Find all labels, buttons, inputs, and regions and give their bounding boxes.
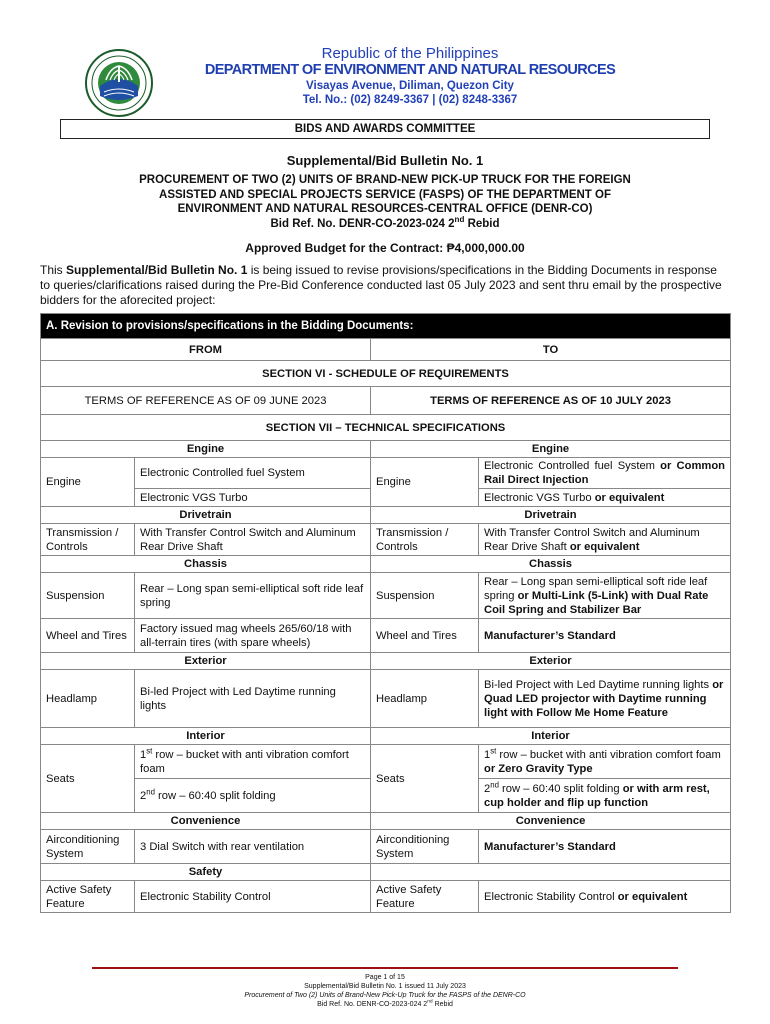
group-exterior: Exterior Exterior xyxy=(41,653,731,670)
revision-table xyxy=(40,313,731,913)
section-a-header: A. Revision to provisions/specifications in the Bidding Documents: xyxy=(41,314,731,339)
table-row: Headlamp Bi-led Project with Led Daytime running lights Headlamp Bi-led Project with Led Daytime running lights or Quad LED projector with Daytime running light with Follow Me Home Feature xyxy=(41,670,731,728)
procurement-title: PROCUREMENT OF TWO (2) UNITS OF BRAND-NEW PICK-UP TRUCK FOR THE FOREIGN ASSISTED AND SPECIAL PROJECTS SERVICE (FASPS) OF THE DEPARTMENT OF ENVIRONMENT AND NATURAL RESOURCES-CENTRAL OFFICE (DENR-CO) Bid Ref. No. DENR-CO-2023-024 2nd Rebid xyxy=(40,173,730,231)
table-row: Seats 1st row – bucket with anti vibration comfort foam Seats 1st row – bucket with anti vibration comfort foam or Zero Gravity Type xyxy=(41,745,731,779)
from-to-header xyxy=(41,339,731,361)
engine-label-to: Engine xyxy=(371,458,479,507)
section-vii-row: SECTION VII – TECHNICAL SPECIFICATIONS xyxy=(41,415,731,441)
bid-reference: Bid Ref. No. DENR-CO-2023-024 2nd Rebid xyxy=(270,214,500,230)
letterhead xyxy=(0,0,770,110)
approved-budget: Approved Budget for the Contract: ₱4,000,000.00 xyxy=(245,241,525,255)
group-interior: Interior Interior xyxy=(41,728,731,745)
title-block xyxy=(40,152,730,255)
telephone-line: Tel. No.: (02) 8249-3367 | (02) 8248-3367 xyxy=(302,94,518,106)
tor-from: TERMS OF REFERENCE AS OF 09 JUNE 2023 xyxy=(41,387,371,415)
table-row: Wheel and Tires Factory issued mag wheels 265/60/18 with all-terrain tires (with spare wheels) Wheel and Tires Manufacturer’s Standard xyxy=(41,619,731,653)
republic-line: Republic of the Philippines xyxy=(321,45,499,62)
page-footer xyxy=(0,964,770,1009)
tor-to: TERMS OF REFERENCE AS OF 10 JULY 2023 xyxy=(371,387,731,415)
group-drivetrain: Drivetrain Drivetrain xyxy=(41,507,731,524)
group-convenience: Convenience Convenience xyxy=(41,813,731,830)
address-line: Visayas Avenue, Diliman, Quezon City xyxy=(306,80,514,92)
footer-ref: Bid Ref. No. DENR-CO-2023-024 2nd Rebid xyxy=(317,999,453,1008)
table-row: 2nd row – 60:40 split folding 2nd row – 60:40 split folding or with arm rest, cup holder and flip up function xyxy=(41,779,731,813)
table-row: Suspension Rear – Long span semi-elliptical soft ride leaf spring Suspension Rear – Long span semi-elliptical soft ride leaf spring or Multi-Link (5-Link) with Dual Rate Coil Spring and Stabilizer Bar xyxy=(41,573,731,619)
table-row: Active Safety Feature Electronic Stability Control Active Safety Feature Electronic Stability Control or equivalent xyxy=(41,881,731,913)
intro-paragraph: This Supplemental/Bid Bulletin No. 1 is being issued to revise provisions/specifications in the Bidding Documents in response to queries/clarifications raised during the Pre-Bid Conference conducted last 05 July 2023 and sent thru email by the prospective bidders for the aforecited project: xyxy=(40,263,722,307)
committee-box: BIDS AND AWARDS COMMITTEE xyxy=(60,119,710,139)
from-header: FROM xyxy=(41,339,371,361)
table-row: Transmission / Controls With Transfer Control Switch and Aluminum Rear Drive Shaft Transmission / Controls With Transfer Control Switch and Aluminum Rear Drive Shaft or equivalent xyxy=(41,524,731,556)
group-engine: Engine Engine xyxy=(41,441,731,458)
footer-issued: Supplemental/Bid Bulletin No. 1 issued 11 July 2023 xyxy=(304,983,466,990)
group-chassis: Chassis Chassis xyxy=(41,556,731,573)
page-number: Page 1 of 15 xyxy=(365,974,405,981)
section-vi-row: SECTION VI - SCHEDULE OF REQUIREMENTS xyxy=(41,361,731,387)
department-name: DEPARTMENT OF ENVIRONMENT AND NATURAL RESOURCES xyxy=(204,62,616,78)
footer-project: Procurement of Two (2) Units of Brand-New Pick-Up Truck for the FASPS of the DENR-CO xyxy=(244,992,526,999)
bulletin-title: Supplemental/Bid Bulletin No. 1 xyxy=(286,153,484,168)
table-row: Engine Electronic Controlled fuel System Engine Electronic Controlled fuel System or Common Rail Direct Injection xyxy=(41,458,731,489)
table-row: Electronic VGS Turbo Electronic VGS Turbo or equivalent xyxy=(41,489,731,507)
tor-row xyxy=(41,387,731,415)
denr-seal-icon xyxy=(84,48,154,118)
group-safety: Safety xyxy=(41,864,731,881)
table-row: Airconditioning System 3 Dial Switch with rear ventilation Airconditioning System Manufacturer’s Standard xyxy=(41,830,731,864)
engine-label-from: Engine xyxy=(41,458,135,507)
to-header: TO xyxy=(371,339,731,361)
